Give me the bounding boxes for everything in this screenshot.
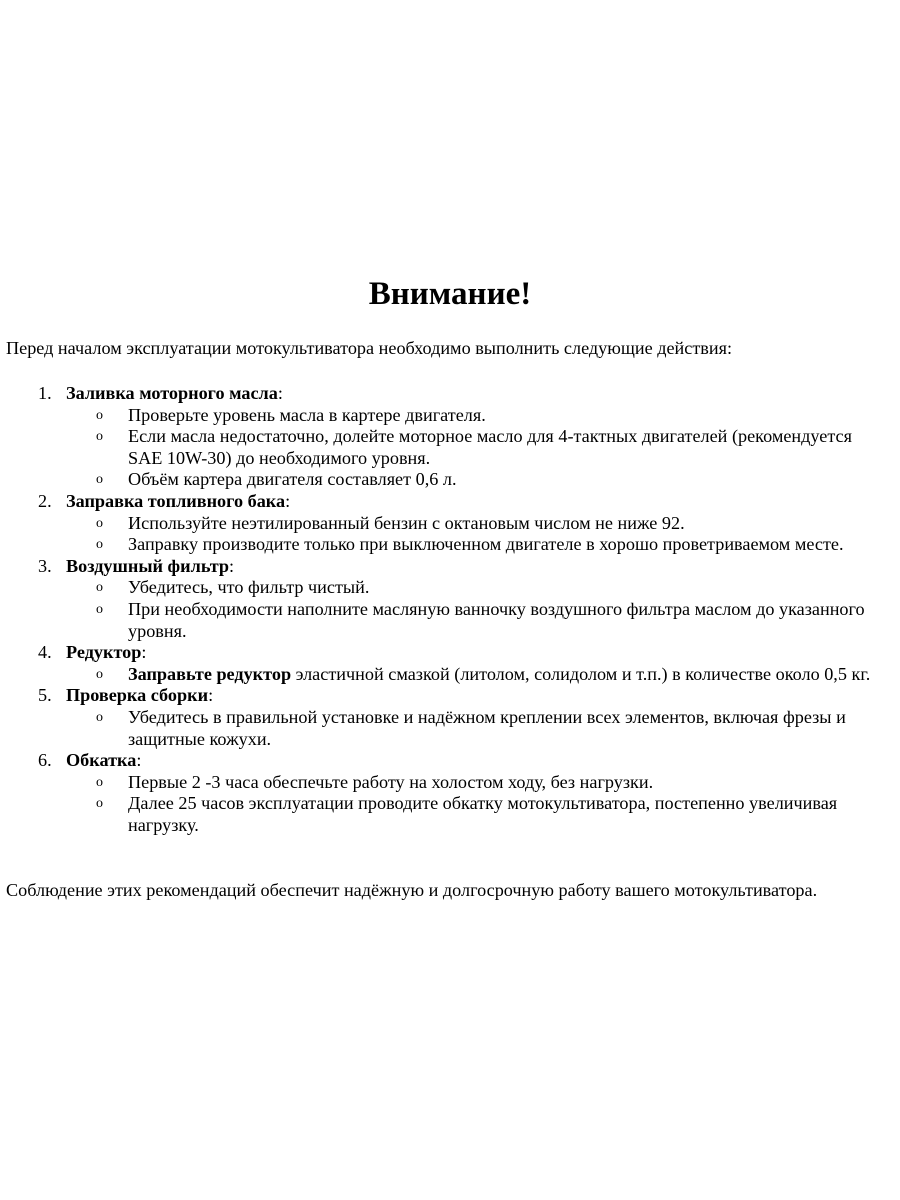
- step-title: Обкатка: [66, 750, 137, 771]
- step-title: Заправка топливного бака: [66, 490, 286, 511]
- list-item-text: Если масла недостаточно, долейте моторное масло для 4-тактных двигателей (рекомендуется SAE 10W-30) до необходимого уровня.: [128, 426, 852, 468]
- bullet-marker: o: [96, 666, 103, 682]
- bullet-marker: o: [96, 601, 103, 617]
- step-heading: [66, 750, 900, 772]
- list-item-text: Убедитесь, что фильтр чистый.: [128, 577, 370, 598]
- step-title-suffix: :: [229, 555, 235, 576]
- list-item: [66, 577, 900, 599]
- list-item-text: Объём картера двигателя составляет 0,6 л.: [128, 469, 457, 490]
- step-subitems: [66, 772, 900, 837]
- list-item: [66, 534, 900, 556]
- step-subitems: [66, 707, 900, 750]
- step-number: 2.: [38, 490, 52, 511]
- list-item-emphasis: Заправьте редуктор: [128, 663, 292, 684]
- step-title-suffix: :: [277, 383, 283, 403]
- step-title: Воздушный фильтр: [66, 555, 230, 576]
- list-item-text: Первые 2 -3 часа обеспечьте работу на холостом ходу, без нагрузки.: [128, 771, 654, 792]
- list-item-text: При необходимости наполните масляную ванночку воздушного фильтра маслом до указанного уровня.: [128, 598, 865, 641]
- step-title: Заливка моторного масла: [66, 383, 278, 403]
- list-item-text: Используйте неэтилированный бензин с октановым числом не ниже 92.: [128, 512, 685, 533]
- step-item: [0, 491, 900, 556]
- bullet-marker: o: [96, 537, 103, 553]
- bullet-marker: o: [96, 580, 103, 596]
- bullet-marker: o: [96, 515, 103, 531]
- list-item: [66, 772, 900, 794]
- step-subitems: [66, 664, 900, 686]
- bullet-marker: o: [96, 796, 103, 812]
- list-item: [66, 426, 900, 469]
- step-subitems: [66, 513, 900, 556]
- bullet-marker: o: [96, 774, 103, 790]
- list-item: [66, 707, 900, 750]
- step-heading: [66, 491, 900, 513]
- list-item-text: Убедитесь в правильной установке и надёжном креплении всех элементов, включая фрезы и защитные кожухи.: [128, 706, 846, 749]
- step-item: [0, 556, 900, 642]
- list-item: [66, 513, 900, 535]
- step-title-suffix: :: [136, 750, 142, 771]
- step-number: 4.: [38, 642, 52, 663]
- bullet-marker: o: [96, 472, 103, 488]
- step-number: 3.: [38, 555, 52, 576]
- step-title: Проверка сборки: [66, 685, 209, 706]
- step-title: Редуктор: [66, 642, 142, 663]
- list-item: [66, 599, 900, 642]
- step-subitems: [66, 405, 900, 491]
- step-title-suffix: :: [285, 490, 291, 511]
- step-title-suffix: :: [208, 685, 214, 706]
- step-number: 1.: [38, 383, 52, 403]
- step-heading: [66, 642, 900, 664]
- closing-paragraph: Соблюдение этих рекомендаций обеспечит надёжную и долгосрочную работу вашего мотокультиватора.: [6, 880, 818, 900]
- list-item: [66, 469, 900, 491]
- step-item: [0, 642, 900, 685]
- step-subitems: [66, 577, 900, 642]
- step-number: 6.: [38, 750, 52, 771]
- bullet-marker: o: [96, 429, 103, 445]
- step-item: [0, 750, 900, 836]
- list-item-text: Проверьте уровень масла в картере двигателя.: [128, 404, 486, 425]
- intro-paragraph: Перед началом эксплуатации мотокультиватора необходимо выполнить следующие действия:: [6, 338, 733, 358]
- bullet-marker: o: [96, 407, 103, 423]
- list-item: [66, 405, 900, 427]
- list-item: [66, 664, 900, 686]
- step-heading: [66, 383, 900, 405]
- list-item-text: эластичной смазкой (литолом, солидолом и т.п.) в количестве около 0,5 кг.: [291, 663, 871, 684]
- step-title-suffix: :: [141, 642, 147, 663]
- step-number: 5.: [38, 685, 52, 706]
- bullet-marker: o: [96, 709, 103, 725]
- page-title: Внимание!: [368, 276, 532, 312]
- list-item-text: Далее 25 часов эксплуатации проводите обкатку мотокультиватора, постепенно увеличивая нагрузку.: [128, 793, 838, 835]
- list-item-text: Заправку производите только при выключенном двигателе в хорошо проветриваемом месте.: [128, 534, 844, 555]
- step-item: [0, 383, 900, 491]
- step-heading: [66, 556, 900, 578]
- steps-list: [0, 383, 900, 836]
- list-item: [66, 793, 900, 836]
- step-heading: [66, 685, 900, 707]
- step-item: [0, 685, 900, 750]
